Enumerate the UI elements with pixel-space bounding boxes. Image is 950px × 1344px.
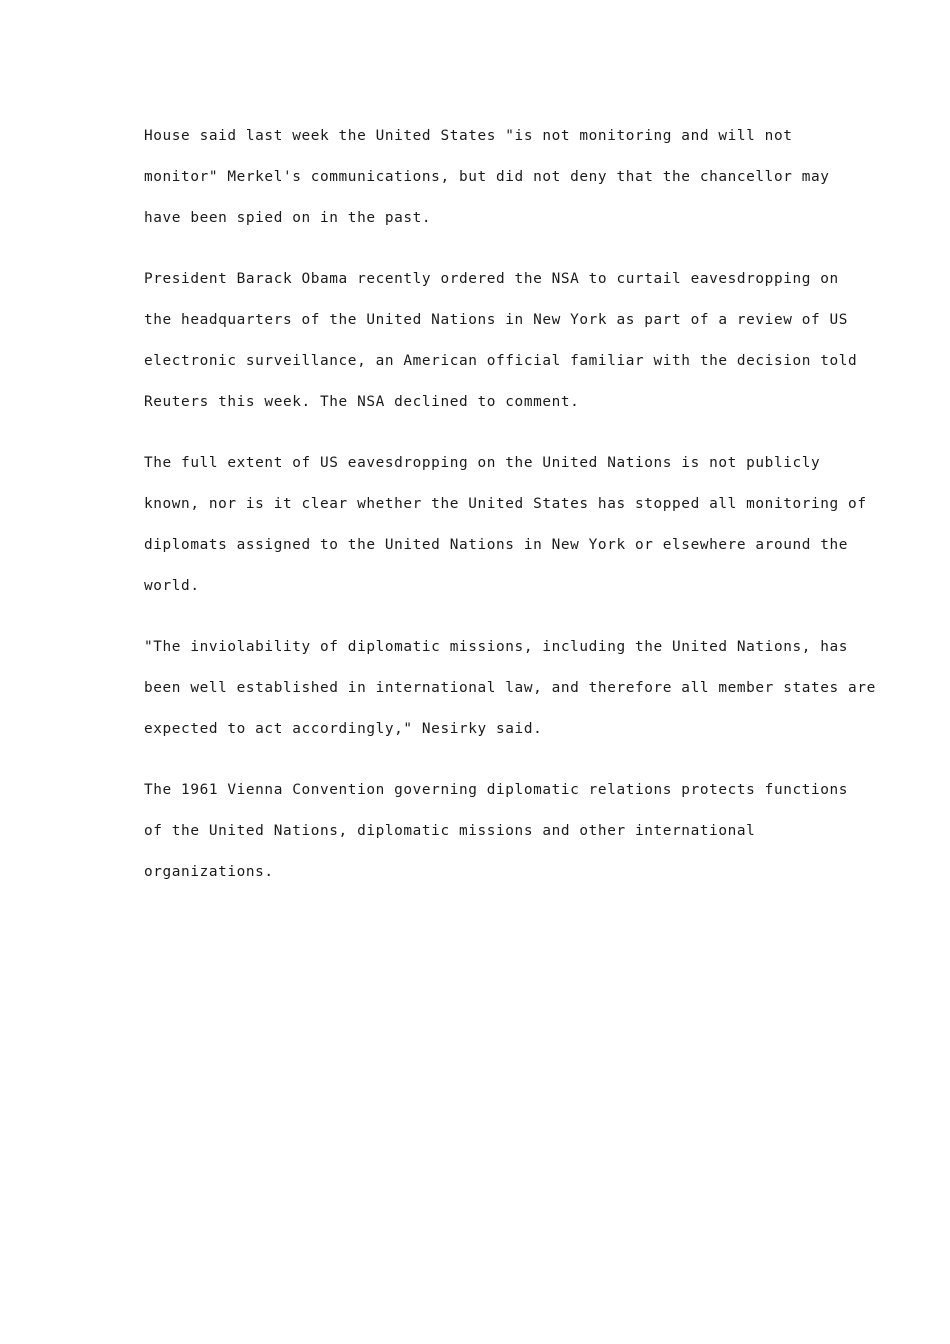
text-line: President Barack Obama recently ordered the NSA to curtail eavesdropping on [144,271,839,287]
text-line: of the United Nations, diplomatic missions and other international [144,823,756,839]
text-line: diplomats assigned to the United Nations in New York or elsewhere around the [144,537,849,553]
paragraph-5 [144,770,849,893]
paragraph-2 [144,259,858,423]
text-line: The full extent of US eavesdropping on the United Nations is not publicly [144,455,821,471]
text-line: "The inviolability of diplomatic missions, including the United Nations, has [144,639,849,655]
paragraph-3 [144,443,867,607]
text-line: been well established in international law, and therefore all member states are [144,680,876,696]
text-line: Reuters this week. The NSA declined to comment. [144,394,580,410]
text-line: electronic surveillance, an American official familiar with the decision told [144,353,858,369]
article-body [144,116,876,913]
text-line: known, nor is it clear whether the United States has stopped all monitoring of [144,496,867,512]
text-line: world. [144,578,200,594]
text-line: House said last week the United States "is not monitoring and will not [144,128,793,144]
paragraph-1 [144,116,830,239]
text-line: have been spied on in the past. [144,210,432,226]
paragraph-4 [144,627,876,750]
text-line: the headquarters of the United Nations in New York as part of a review of US [144,312,849,328]
text-line: The 1961 Vienna Convention governing diplomatic relations protects functions [144,782,849,798]
text-line: organizations. [144,864,274,880]
text-line: expected to act accordingly," Nesirky said. [144,721,543,737]
text-line: monitor" Merkel's communications, but did not deny that the chancellor may [144,169,830,185]
